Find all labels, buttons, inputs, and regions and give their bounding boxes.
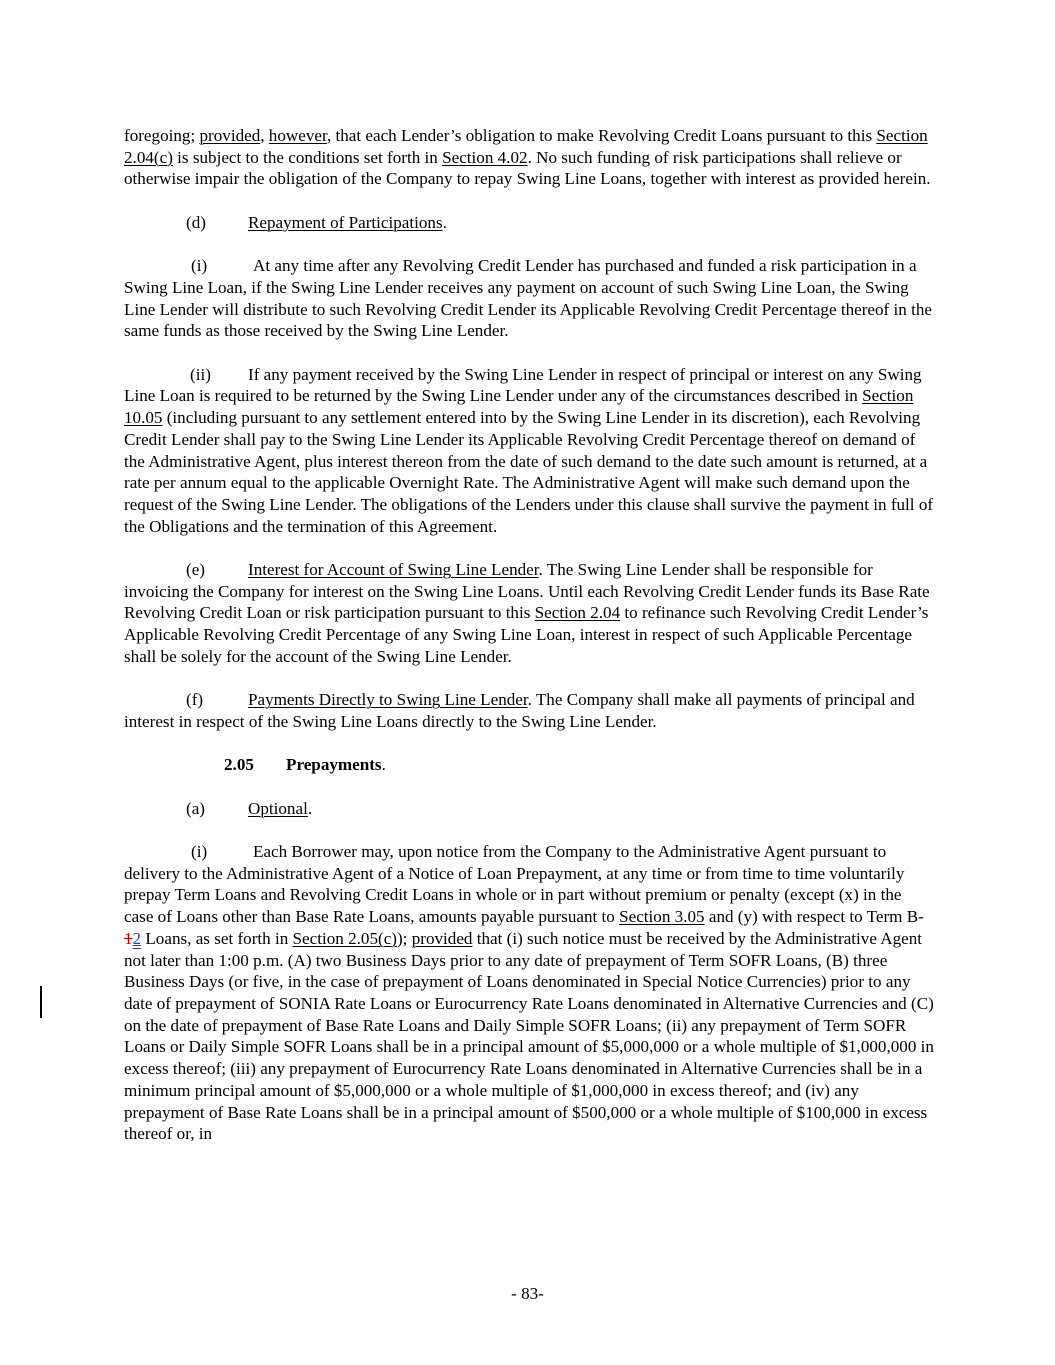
section-ref: Section 2.04 xyxy=(534,603,621,623)
subsection-number: (f) xyxy=(186,690,204,710)
subsection-title: Repayment of Participations xyxy=(248,212,443,232)
revision-change-bar xyxy=(40,986,42,1018)
subsection-number: (e) xyxy=(186,560,205,579)
section-ref: Section 4.02 xyxy=(442,147,528,167)
subsection-a-heading: (a) Optional. xyxy=(186,798,313,818)
provided-term: provided xyxy=(411,928,473,948)
however-term: however xyxy=(268,126,327,145)
subsection-d-heading: (d) Repayment of Participations. xyxy=(186,212,447,232)
subsection-title: Optional xyxy=(248,798,308,818)
clause-number: (ii) xyxy=(190,364,211,384)
deleted-text: 1 xyxy=(124,928,133,948)
inserted-text: 2 xyxy=(132,928,142,948)
clause-a-i: (i) Each Borrower may, upon notice from the Company to the Administrative Agent pursuant to delivery to the Administrative Agent of a Notice of Loan Prepayment, at any time or from time to time voluntarily prepay Term Loans and Revolving Credit Loans in whole or in part without premium or penalty (except (x) in the case of Loans other than Base Rate Loans, amounts payable pursuant to Section 3.05 and (y) with respect to Term B-12 Loans, as set forth in Section 2.05(c)); provided that (i) such notice must be received by the Administrative Agent not later than 1:00 p.m. (A) two Business Days prior to any date of prepayment of Term SOFR Loans, (B) three Business Days (or five, in the case of prepayment of Loans denominated in Special Notice Currencies) prior to any date of prepayment of SONIA Rate Loans or Eurocurrency Rate Loans denominated in Alternative Currencies and (C) on the date of prepayment of Base Rate Loans and Daily Simple SOFR Loans; (ii) any prepayment of Term SOFR Loans or Daily Simple SOFR Loans shall be in a principal amount of $5,000,000 or a whole multiple of $1,000,000 in excess thereof; (iii) any prepayment of Eurocurrency Rate Loans denominated in Alternative Currencies shall be in a minimum principal amount of $5,000,000 or a whole multiple of $1,000,000 in excess thereof; and (iv) any prepayment of Base Rate Loans shall be in a principal amount of $500,000 or a whole multiple of $100,000 in excess thereof or, in xyxy=(124,842,934,1144)
provided-term: provided xyxy=(199,126,261,145)
document-body xyxy=(124,125,934,1167)
clause-number: (i) xyxy=(191,842,208,862)
clause-d-i: (i) At any time after any Revolving Credit Lender has purchased and funded a risk participation in a Swing Line Loan, if the Swing Line Lender receives any payment on account of such Swing Line Loan, the Swing Line Lender will distribute to such Revolving Credit Lender its Applicable Revolving Credit Percentage thereof in the same funds as those received by the Swing Line Lender. xyxy=(124,256,932,341)
page-number: - 83- xyxy=(511,1284,544,1303)
clause-d-ii: (ii) If any payment received by the Swing Line Lender in respect of principal or interest on any Swing Line Loan is required to be returned by the Swing Line Lender under any of the circumstances described in Section 10.05 (including pursuant to any settlement entered into by the Swing Line Lender in its discretion), each Revolving Credit Lender shall pay to the Swing Line Lender its Applicable Revolving Credit Percentage thereof on demand of the Administrative Agent, plus interest thereon from the date of such demand to the date such amount is returned, at a rate per annum equal to the applicable Overnight Rate. The Administrative Agent will make such demand upon the request of the Swing Line Lender. The obligations of the Lenders under this clause shall survive the payment in full of the Obligations and the termination of this Agreement. xyxy=(124,364,934,536)
section-ref: Section 10.05 xyxy=(124,386,914,428)
subsection-e: (e) Interest for Account of Swing Line Lender. The Swing Line Lender shall be responsible for invoicing the Company for interest on the Swing Line Loans. Until each Revolving Credit Lender funds its Base Rate Revolving Credit Loan or risk participation pursuant to this Section 2.04 to refinance such Revolving Credit Lender’s Applicable Revolving Credit Percentage of any Swing Line Loan, interest in respect of such Applicable Percentage shall be solely for the account of the Swing Line Lender. xyxy=(124,560,930,666)
subsection-title: Payments Directly to Swing Line Lender xyxy=(248,690,528,710)
section-ref: Section 2.05(c) xyxy=(292,928,397,948)
section-ref: Section 2.04(c) xyxy=(124,126,928,167)
clause-number: (i) xyxy=(191,256,208,276)
subsection-f: (f) Payments Directly to Swing Line Lender. The Company shall make all payments of principal and interest in respect of the Swing Line Loans directly to the Swing Line Lender. xyxy=(124,690,915,731)
section-ref: Section 3.05 xyxy=(619,907,705,927)
section-2-05-heading: 2.05 Prepayments. xyxy=(224,755,386,775)
subsection-title: Interest for Account of Swing Line Lender xyxy=(248,560,539,579)
paragraph-continuation: foregoing; provided, however, that each Lender’s obligation to make Revolving Credit Loans pursuant to this Section 2.04(c) is subject to the conditions set forth in Section 4.02. No such funding of risk participations shall relieve or otherwise impair the obligation of the Company to repay Swing Line Loans, together with interest as provided herein. xyxy=(124,126,931,189)
